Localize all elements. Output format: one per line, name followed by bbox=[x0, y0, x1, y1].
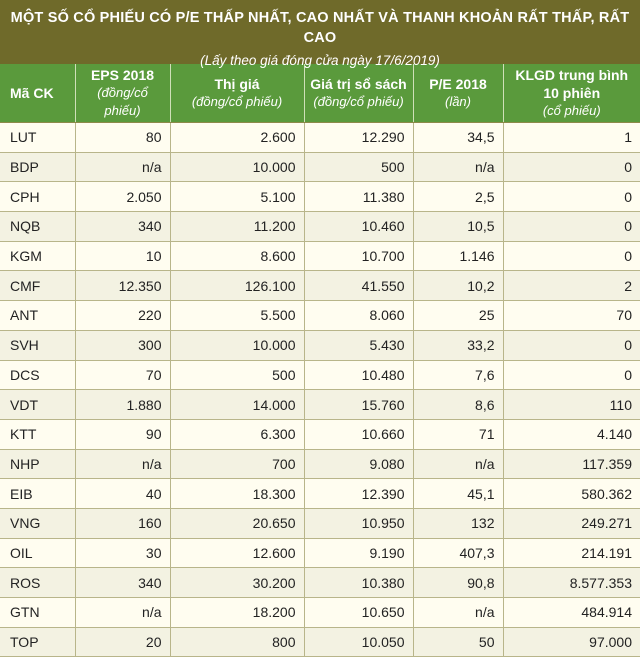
volume-cell: 0 bbox=[503, 152, 640, 182]
table-row bbox=[0, 123, 640, 153]
table-row bbox=[0, 330, 640, 360]
header-eps bbox=[75, 64, 170, 123]
header-avg-volume bbox=[503, 64, 640, 123]
book-value-cell: 10.700 bbox=[304, 241, 413, 271]
price-cell: 18.200 bbox=[170, 598, 304, 628]
volume-cell: 70 bbox=[503, 301, 640, 331]
pe-cell: 407,3 bbox=[413, 538, 503, 568]
eps-cell: 20 bbox=[75, 627, 170, 657]
table-row bbox=[0, 449, 640, 479]
eps-cell: n/a bbox=[75, 449, 170, 479]
book-value-cell: 41.550 bbox=[304, 271, 413, 301]
book-value-cell: 12.290 bbox=[304, 123, 413, 153]
table-row bbox=[0, 271, 640, 301]
stock-code-cell: LUT bbox=[0, 123, 75, 153]
pe-cell: 50 bbox=[413, 627, 503, 657]
pe-cell: 45,1 bbox=[413, 479, 503, 509]
pe-cell: 132 bbox=[413, 508, 503, 538]
stock-code-cell: CMF bbox=[0, 271, 75, 301]
volume-cell: 97.000 bbox=[503, 627, 640, 657]
header-unit: (đồng/cổ phiếu) bbox=[313, 94, 404, 109]
price-cell: 700 bbox=[170, 449, 304, 479]
table-row bbox=[0, 419, 640, 449]
price-cell: 126.100 bbox=[170, 271, 304, 301]
stock-code-cell: BDP bbox=[0, 152, 75, 182]
volume-cell: 249.271 bbox=[503, 508, 640, 538]
price-cell: 30.200 bbox=[170, 568, 304, 598]
table-row bbox=[0, 508, 640, 538]
pe-cell: 10,2 bbox=[413, 271, 503, 301]
eps-cell: 340 bbox=[75, 568, 170, 598]
stock-code-cell: ROS bbox=[0, 568, 75, 598]
table-row bbox=[0, 627, 640, 657]
book-value-cell: 8.060 bbox=[304, 301, 413, 331]
volume-cell: 1 bbox=[503, 123, 640, 153]
volume-cell: 0 bbox=[503, 241, 640, 271]
price-cell: 2.600 bbox=[170, 123, 304, 153]
stock-code-cell: TOP bbox=[0, 627, 75, 657]
price-cell: 18.300 bbox=[170, 479, 304, 509]
table-row bbox=[0, 390, 640, 420]
header-unit: (đồng/cổ phiếu) bbox=[97, 85, 148, 118]
table-row bbox=[0, 241, 640, 271]
stock-code-cell: NHP bbox=[0, 449, 75, 479]
pe-cell: 8,6 bbox=[413, 390, 503, 420]
table-body bbox=[0, 123, 640, 657]
book-value-cell: 10.050 bbox=[304, 627, 413, 657]
book-value-cell: 10.950 bbox=[304, 508, 413, 538]
title-bar bbox=[0, 0, 640, 68]
price-cell: 11.200 bbox=[170, 212, 304, 242]
table-subtitle: (Lấy theo giá đóng cửa ngày 17/6/2019) bbox=[200, 53, 440, 68]
book-value-cell: 10.660 bbox=[304, 419, 413, 449]
pe-cell: 90,8 bbox=[413, 568, 503, 598]
stock-code-cell: VDT bbox=[0, 390, 75, 420]
pe-cell: n/a bbox=[413, 152, 503, 182]
stock-code-cell: KGM bbox=[0, 241, 75, 271]
volume-cell: 110 bbox=[503, 390, 640, 420]
table-row bbox=[0, 212, 640, 242]
header-book-value bbox=[304, 64, 413, 123]
price-cell: 500 bbox=[170, 360, 304, 390]
book-value-cell: 9.190 bbox=[304, 538, 413, 568]
header-label: KLGD trung bình 10 phiên bbox=[515, 67, 629, 101]
header-label: Thị giá bbox=[214, 76, 260, 92]
volume-cell: 580.362 bbox=[503, 479, 640, 509]
price-cell: 800 bbox=[170, 627, 304, 657]
stock-code-cell: CPH bbox=[0, 182, 75, 212]
table-row bbox=[0, 182, 640, 212]
header-unit: (lần) bbox=[444, 94, 471, 109]
eps-cell: 40 bbox=[75, 479, 170, 509]
volume-cell: 0 bbox=[503, 330, 640, 360]
pe-cell: n/a bbox=[413, 598, 503, 628]
eps-cell: 70 bbox=[75, 360, 170, 390]
stock-code-cell: ANT bbox=[0, 301, 75, 331]
book-value-cell: 5.430 bbox=[304, 330, 413, 360]
book-value-cell: 11.380 bbox=[304, 182, 413, 212]
eps-cell: n/a bbox=[75, 598, 170, 628]
eps-cell: 340 bbox=[75, 212, 170, 242]
eps-cell: 10 bbox=[75, 241, 170, 271]
price-cell: 10.000 bbox=[170, 330, 304, 360]
table-row bbox=[0, 301, 640, 331]
stock-code-cell: NQB bbox=[0, 212, 75, 242]
price-cell: 10.000 bbox=[170, 152, 304, 182]
eps-cell: 300 bbox=[75, 330, 170, 360]
header-label: P/E 2018 bbox=[429, 76, 487, 92]
header-label: Mã CK bbox=[10, 85, 54, 101]
price-cell: 20.650 bbox=[170, 508, 304, 538]
eps-cell: n/a bbox=[75, 152, 170, 182]
pe-cell: 2,5 bbox=[413, 182, 503, 212]
eps-cell: 80 bbox=[75, 123, 170, 153]
table-row bbox=[0, 152, 640, 182]
price-cell: 5.100 bbox=[170, 182, 304, 212]
eps-cell: 90 bbox=[75, 419, 170, 449]
eps-cell: 1.880 bbox=[75, 390, 170, 420]
pe-cell: 33,2 bbox=[413, 330, 503, 360]
book-value-cell: 10.480 bbox=[304, 360, 413, 390]
volume-cell: 0 bbox=[503, 182, 640, 212]
stock-code-cell: VNG bbox=[0, 508, 75, 538]
eps-cell: 30 bbox=[75, 538, 170, 568]
stock-code-cell: KTT bbox=[0, 419, 75, 449]
header-market-price bbox=[170, 64, 304, 123]
pe-cell: 34,5 bbox=[413, 123, 503, 153]
table-row bbox=[0, 479, 640, 509]
table-title: MỘT SỐ CỔ PHIẾU CÓ P/E THẤP NHẤT, CAO NHẤT VÀ THANH KHOẢN RẤT THẤP, RẤT CAO bbox=[10, 10, 630, 46]
book-value-cell: 10.380 bbox=[304, 568, 413, 598]
stock-code-cell: OIL bbox=[0, 538, 75, 568]
header-pe bbox=[413, 64, 503, 123]
stock-code-cell: GTN bbox=[0, 598, 75, 628]
header-stock-code bbox=[0, 64, 75, 123]
eps-cell: 12.350 bbox=[75, 271, 170, 301]
pe-cell: 10,5 bbox=[413, 212, 503, 242]
stock-code-cell: DCS bbox=[0, 360, 75, 390]
book-value-cell: 12.390 bbox=[304, 479, 413, 509]
header-unit: (cổ phiếu) bbox=[542, 103, 601, 118]
pe-cell: 25 bbox=[413, 301, 503, 331]
volume-cell: 0 bbox=[503, 360, 640, 390]
table-row bbox=[0, 538, 640, 568]
stock-code-cell: SVH bbox=[0, 330, 75, 360]
price-cell: 5.500 bbox=[170, 301, 304, 331]
table-row bbox=[0, 568, 640, 598]
volume-cell: 484.914 bbox=[503, 598, 640, 628]
table-row bbox=[0, 598, 640, 628]
book-value-cell: 10.650 bbox=[304, 598, 413, 628]
volume-cell: 117.359 bbox=[503, 449, 640, 479]
book-value-cell: 9.080 bbox=[304, 449, 413, 479]
eps-cell: 160 bbox=[75, 508, 170, 538]
stock-code-cell: EIB bbox=[0, 479, 75, 509]
price-cell: 14.000 bbox=[170, 390, 304, 420]
price-cell: 6.300 bbox=[170, 419, 304, 449]
eps-cell: 220 bbox=[75, 301, 170, 331]
header-row bbox=[0, 64, 640, 123]
stock-table bbox=[0, 64, 640, 657]
volume-cell: 2 bbox=[503, 271, 640, 301]
volume-cell: 8.577.353 bbox=[503, 568, 640, 598]
eps-cell: 2.050 bbox=[75, 182, 170, 212]
book-value-cell: 10.460 bbox=[304, 212, 413, 242]
header-label: EPS 2018 bbox=[90, 67, 155, 83]
header-unit: (đồng/cổ phiếu) bbox=[191, 94, 283, 109]
price-cell: 8.600 bbox=[170, 241, 304, 271]
table-row bbox=[0, 360, 640, 390]
book-value-cell: 15.760 bbox=[304, 390, 413, 420]
price-cell: 12.600 bbox=[170, 538, 304, 568]
pe-cell: 7,6 bbox=[413, 360, 503, 390]
book-value-cell: 500 bbox=[304, 152, 413, 182]
volume-cell: 214.191 bbox=[503, 538, 640, 568]
pe-cell: n/a bbox=[413, 449, 503, 479]
pe-cell: 1.146 bbox=[413, 241, 503, 271]
volume-cell: 0 bbox=[503, 212, 640, 242]
pe-cell: 71 bbox=[413, 419, 503, 449]
volume-cell: 4.140 bbox=[503, 419, 640, 449]
header-label: Giá trị sổ sách bbox=[310, 76, 407, 92]
